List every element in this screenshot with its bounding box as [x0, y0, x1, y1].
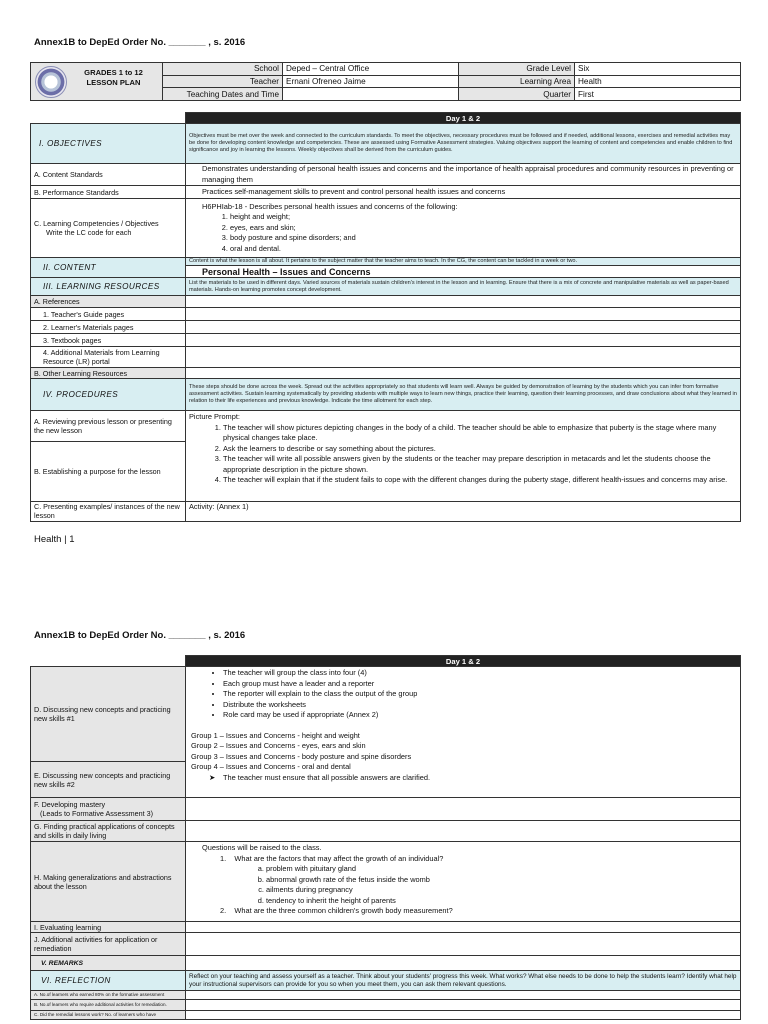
annex-title: Annex1B to DepEd Order No. _______ , s. 2016 — [34, 37, 246, 48]
reflection-a-label: A. No.of learners who earned 80% on the formative assessment — [31, 991, 186, 1000]
ref-textbook: 3. Textbook pages — [31, 334, 186, 347]
header-logo-cell — [31, 63, 163, 101]
remarks-label: V. REMARKS — [31, 956, 186, 971]
reflection-c-label: C. Did the remedial lessons work? No. of learners who have — [31, 1011, 186, 1020]
proc-d-e-cell — [186, 667, 741, 798]
quarter-value: First — [575, 88, 741, 101]
lesson-table-page2 — [30, 655, 741, 1020]
proc-f-title: F. Developing mastery — [34, 800, 106, 809]
annex-title-page2: Annex1B to DepEd Order No. _______ , s. 2016 — [34, 630, 246, 641]
proc-i-label: I. Evaluating learning — [31, 922, 186, 933]
learning-area-value: Health — [575, 75, 741, 88]
picture-prompt-cell — [186, 411, 741, 502]
school-value: Deped – Central Office — [283, 63, 459, 76]
proc-g-label: G. Finding practical applications of concepts and skills in daily living — [31, 821, 186, 842]
reflection-label: VI. REFLECTION — [31, 971, 186, 991]
reflection-b-label: B. No.of learners who require additional activities for remediation. — [31, 1000, 186, 1011]
references-label: A. References — [31, 296, 186, 308]
proc-e-label: E. Discussing new concepts and practicing new skills #2 — [31, 762, 186, 798]
content-note: Content is what the lesson is all about. It pertains to the subject matter that the teacher aims to teach. In the CG, the content can be tackled in a week or two. — [186, 258, 741, 266]
proc-h-label: H. Making generalizations and abstractions about the lesson — [31, 842, 186, 922]
proc-h-q1-item: d. tendency to inherit the height of parents — [266, 896, 737, 907]
content-label: II. CONTENT — [31, 258, 186, 278]
proc-h-q1: 1. What are the factors that may affect the growth of an individual? — [220, 853, 444, 863]
proc-j-label: J. Additional activities for application or remediation — [31, 933, 186, 956]
prompt-item: 3. The teacher will write all possible answers given by the students or the teacher may prepare description in metacards and let the students choose the appropriate description in the picture shown. — [223, 454, 737, 475]
competencies-value — [186, 199, 741, 258]
group-item: Group 4 – Issues and Concerns - oral and dental — [191, 762, 351, 771]
proc-f-label — [31, 798, 186, 821]
performance-standards-value: Practices self-management skills to prevent and control personal health issues and concerns — [186, 186, 741, 199]
school-label: School — [163, 63, 283, 76]
objectives-note: Objectives must be met over the week and connected to the curriculum standards. To meet the objectives, necessary procedures must be followed and if needed, additional lessons, exercises and remedial activities may be done for developing content knowledge and competencies. These are assessed using Formative Assessment strategies. Valuing objectives support the learning of content and competencies and enable children to find significance and joy in learning the lessons. Weekly objectives shall be derived from the curriculum guides. — [186, 124, 741, 164]
competency-item: 2. eyes, ears and skin; — [230, 223, 737, 234]
proc-h-q1-text: What are the factors that may affect the growth of an individual? — [234, 853, 444, 863]
competency-item: 4. oral and dental. — [230, 244, 737, 255]
teaching-dates-label: Teaching Dates and Time — [163, 88, 283, 101]
learning-resources-note: List the materials to be used in different days. Varied sources of materials sustain children's interest in the lesson and in learning. Ensure that there is a mix of concrete and manipulative materials as well as paper-based materials. Hands-on learning promotes concept development. — [186, 278, 741, 296]
lesson-table-page1 — [30, 112, 741, 522]
proc-a-label: A. Reviewing previous lesson or presenting the new lesson — [31, 411, 186, 442]
performance-standards-label: B. Performance Standards — [31, 186, 186, 199]
other-resources-label: B. Other Learning Resources — [31, 368, 186, 379]
teacher-label: Teacher — [163, 75, 283, 88]
prompt-item: 4. The teacher will explain that if the student fails to cope with the different changes during the puberty stage, different health-issues and concerns may arise. — [223, 475, 737, 486]
deped-seal-icon — [35, 66, 67, 98]
ref-teachers-guide: 1. Teacher's Guide pages — [31, 308, 186, 321]
competency-item: 3. body posture and spine disorders; and — [230, 233, 737, 244]
proc-c-value: Activity: (Annex 1) — [186, 502, 741, 522]
proc-d-item: • Each group must have a leader and a reporter — [223, 679, 737, 690]
grade-level-label: Grade Level — [459, 63, 575, 76]
grades-text: GRADES 1 to 12 — [84, 68, 143, 77]
proc-d-item: • The teacher will group the class into four (4) — [223, 668, 737, 679]
competencies-list — [202, 212, 737, 254]
proc-e-arrow-row — [189, 773, 737, 784]
group-item: Group 1 – Issues and Concerns - height and weight — [191, 730, 360, 740]
ref-additional-materials: 4. Additional Materials from Learning Resource (LR) portal — [31, 347, 186, 368]
proc-h-q1-item: b. abnormal growth rate of the fetus inside the womb — [266, 875, 737, 886]
header-table — [30, 62, 741, 101]
procedures-note: These steps should be done across the week. Spread out the activities appropriately so that students will learn well. Always be guided by demonstration of learning by the students which you can infer from formative assessment activities. Sustain learning systematically by providing students with multiple ways to learn new things, practice their learning, question their learning processes, and draw conclusions about what they learned in relation to their life experiences and previous knowledge. Indicate the time allotment for each step. — [186, 379, 741, 411]
lesson-plan-text: LESSON PLAN — [86, 78, 141, 87]
reflection-note: Reflect on your teaching and assess yourself as a teacher. Think about your students' progress this week. What works? What else needs to be done to help the students learn? Identify what help your instructional supervisors can provide for you so when you meet them, you can ask them relevant questions. — [186, 971, 741, 991]
learning-area-label: Learning Area — [459, 75, 575, 88]
proc-d-item: • The reporter will explain to the class the output of the group — [223, 689, 737, 700]
proc-h-intro: Questions will be raised to the class. — [202, 843, 322, 852]
proc-e-arrow-text: The teacher must ensure that all possible answers are clarified. — [223, 772, 431, 782]
grade-level-value: Six — [575, 63, 741, 76]
proc-c-label: C. Presenting examples/ instances of the new lesson — [31, 502, 186, 522]
competencies-intro: H6PHIab-18 - Describes personal health issues and concerns of the following: — [202, 201, 458, 211]
teacher-value: Ernani Ofreneo Jaime — [283, 75, 459, 88]
ref-learners-materials: 2. Learner's Materials pages — [31, 321, 186, 334]
quarter-label: Quarter — [459, 88, 575, 101]
proc-h-q2-text: What are the three common children's growth body measurement? — [234, 906, 453, 915]
proc-h-q1-item: a. problem with pituitary gland — [266, 864, 737, 875]
competencies-title: C. Learning Competencies / Objectives — [34, 219, 159, 228]
group-item: Group 2 – Issues and Concerns - eyes, ears and skin — [191, 741, 366, 750]
proc-d-list — [189, 668, 737, 721]
arrow-right-icon: ➤ — [209, 772, 216, 782]
day-header-page2: Day 1 & 2 — [186, 656, 741, 667]
competencies-sub: Write the LC code for each — [46, 228, 132, 237]
group-item: Group 3 – Issues and Concerns - body posture and spine disorders — [191, 751, 412, 761]
content-title: Personal Health – Issues and Concerns — [186, 266, 741, 278]
learning-resources-label: III. LEARNING RESOURCES — [31, 278, 186, 296]
proc-h-q2: 2. What are the three common children's growth body measurement? — [220, 906, 453, 915]
teaching-dates-value — [283, 88, 459, 101]
proc-h-value — [186, 842, 741, 922]
picture-prompt-list — [189, 423, 737, 486]
content-standards-label: A. Content Standards — [31, 164, 186, 186]
prompt-item: 1. The teacher will show pictures depicting changes in the body of a child. The teacher should be able to emphasize that puberty is the stage where many physical changes take place. — [223, 423, 737, 444]
proc-d-item: • Distribute the worksheets — [223, 700, 737, 711]
proc-h-q1-list — [202, 864, 737, 906]
picture-prompt-title: Picture Prompt: — [189, 412, 240, 421]
competencies-label — [31, 199, 186, 258]
proc-d-item: • Role card may be used if appropriate (Annex 2) — [223, 710, 737, 721]
proc-h-q1-item: c. ailments during pregnancy — [266, 885, 737, 896]
objectives-label: I. OBJECTIVES — [31, 124, 186, 164]
prompt-item: 2. Ask the learners to describe or say something about the pictures. — [223, 444, 737, 455]
proc-b-label: B. Establishing a purpose for the lesson — [31, 442, 186, 502]
competency-item: 1. height and weight; — [230, 212, 737, 223]
content-standards-value: Demonstrates understanding of personal health issues and concerns and the importance of health appraisal procedures and community resources in preventing or managing them — [186, 164, 741, 186]
procedures-label: IV. PROCEDURES — [31, 379, 186, 411]
grades-label — [67, 68, 160, 88]
proc-d-label: D. Discussing new concepts and practicing new skills #1 — [31, 667, 186, 762]
day-header: Day 1 & 2 — [186, 113, 741, 124]
proc-f-sub: (Leads to Formative Assessment 3) — [40, 809, 154, 818]
page-footer: Health | 1 — [34, 534, 75, 545]
